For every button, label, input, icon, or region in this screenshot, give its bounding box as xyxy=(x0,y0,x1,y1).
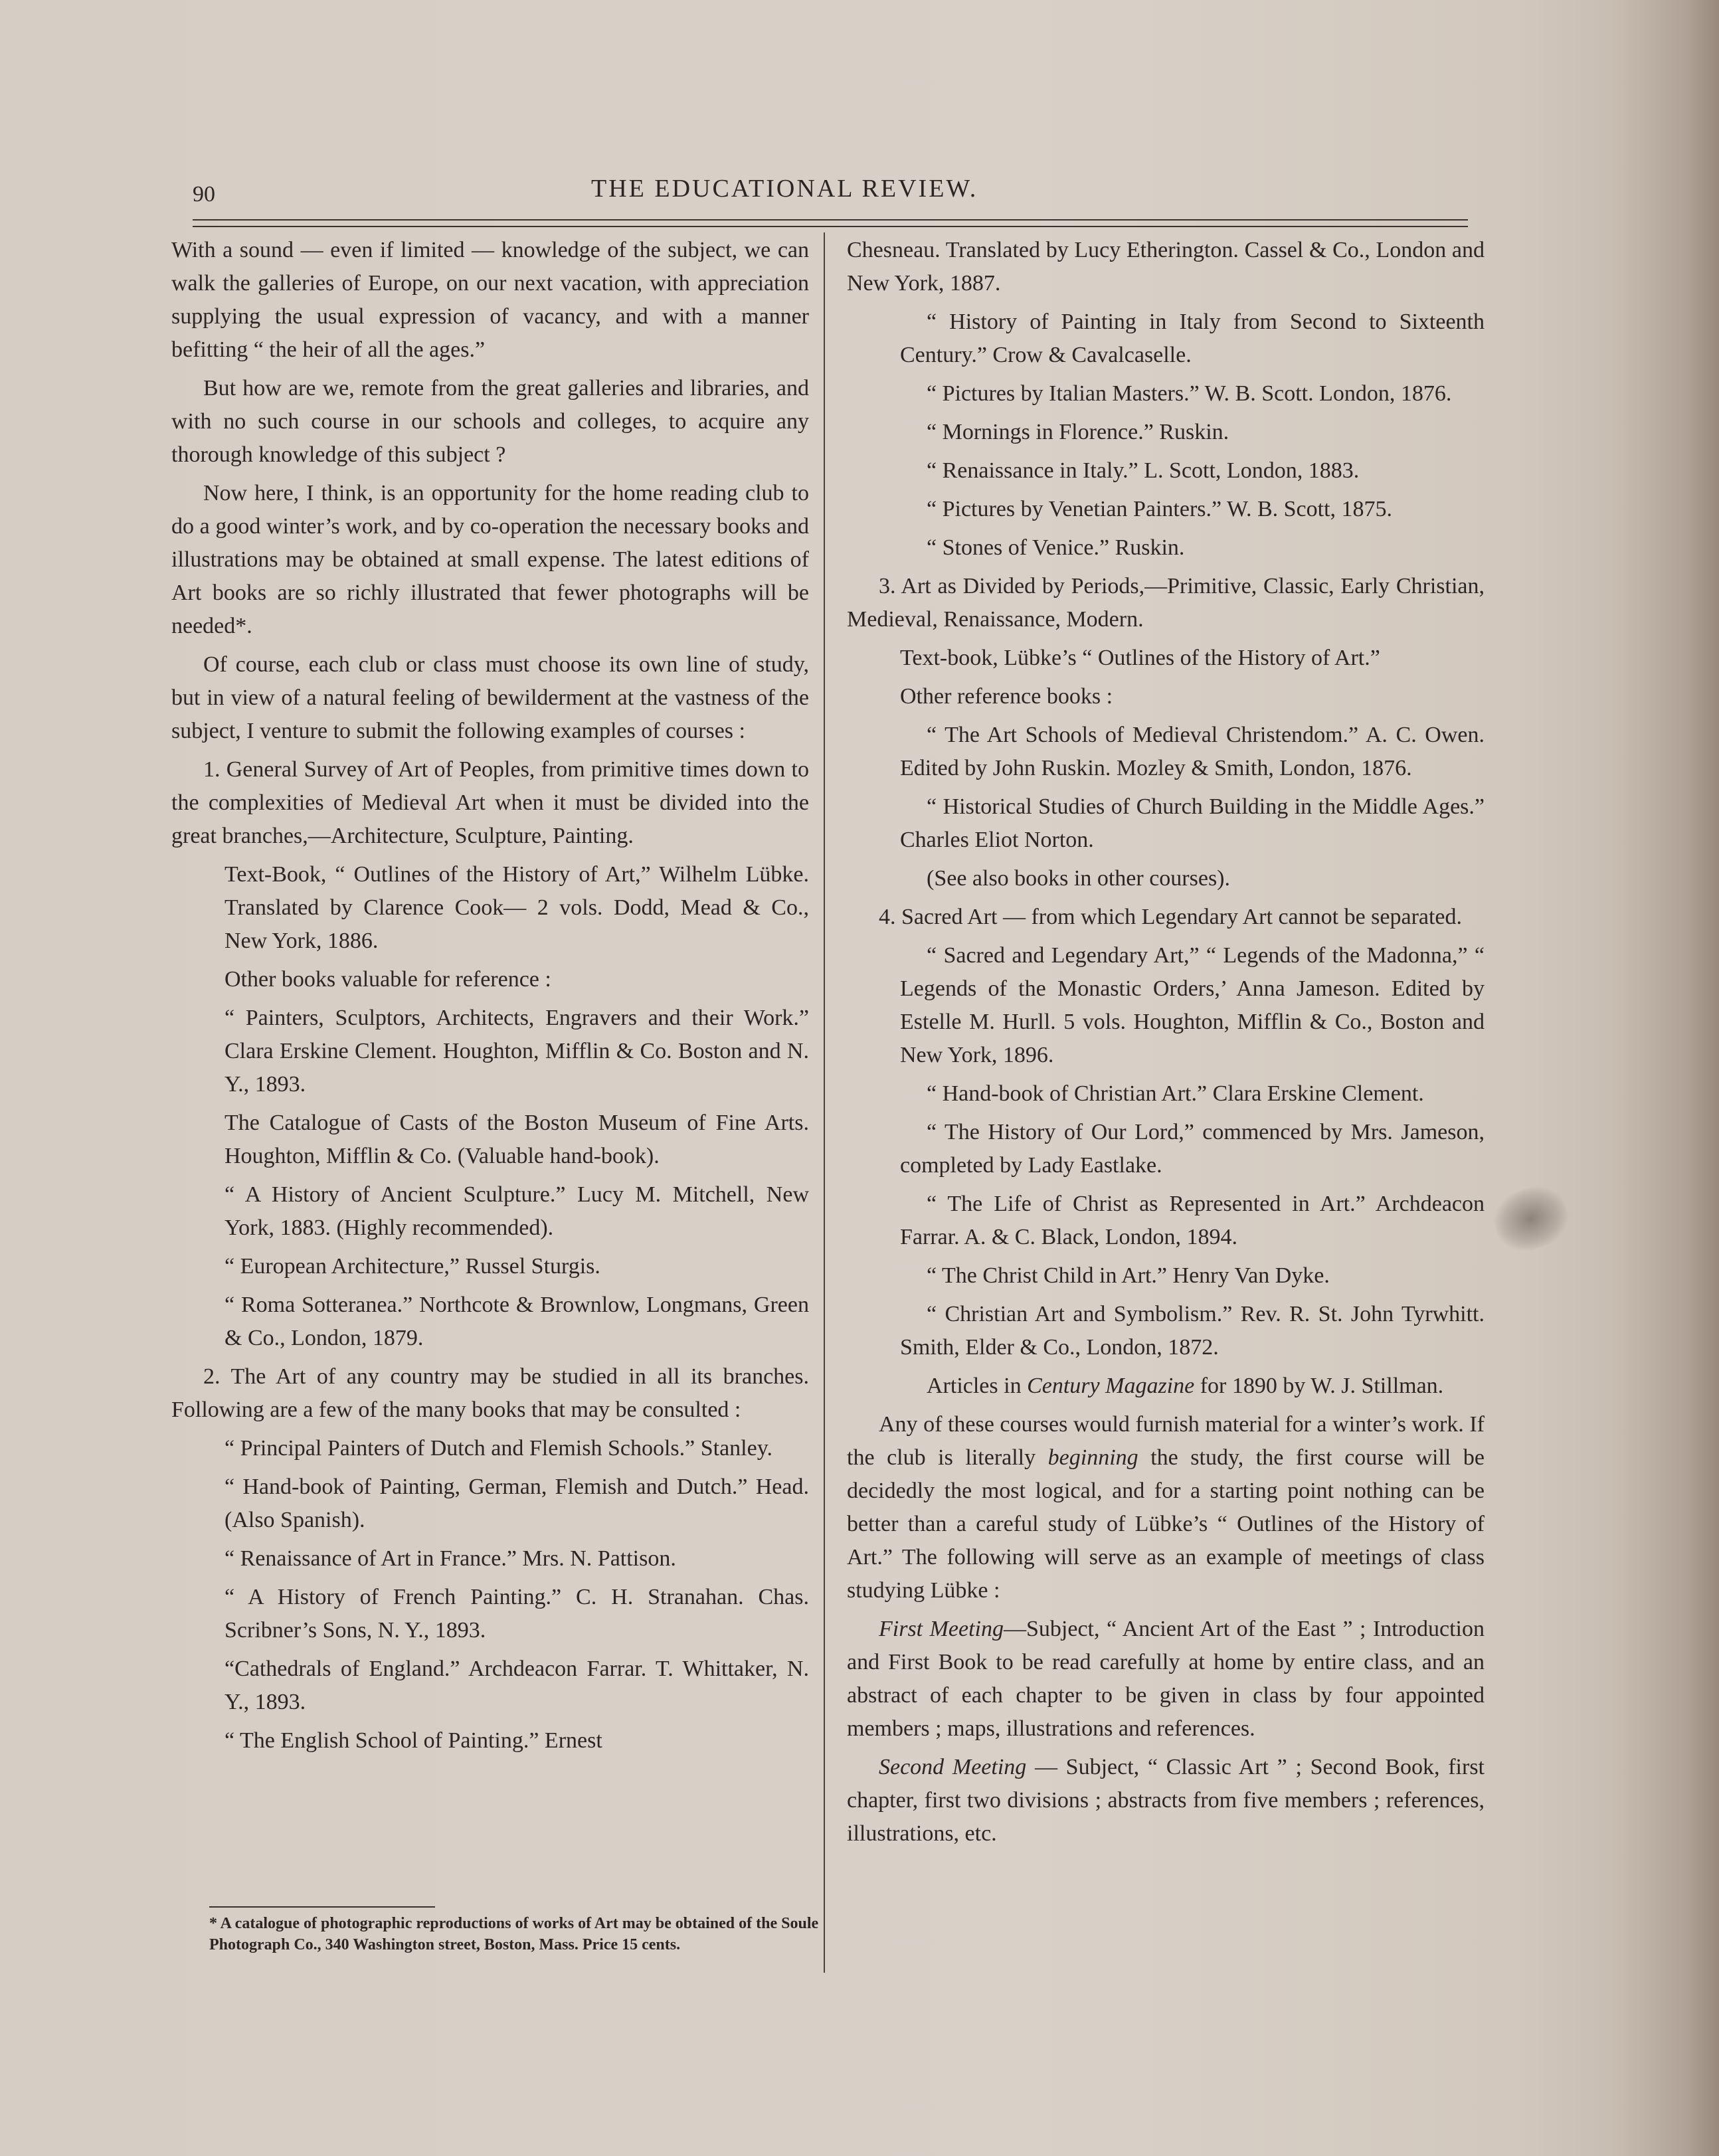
text-run: Articles in xyxy=(927,1374,1028,1398)
reference-entry: “ The Art Schools of Medieval Christendom.” A. C. Owen. Edited by John Ruskin. Mozley & Smith, London, 1876. xyxy=(900,723,1485,780)
paragraph: Of course, each club or class must choose its own line of study, but in view of a natural feeling of bewilderment at the vastness of the subject, I venture to submit the following examples of courses : xyxy=(171,652,809,743)
reference-entry: “ Principal Painters of Dutch and Flemish Schools.” Stanley. xyxy=(225,1436,772,1461)
reference-entry: Other books valuable for reference : xyxy=(225,967,551,992)
page-header xyxy=(193,174,1468,214)
page-number: 90 xyxy=(193,182,215,207)
ink-smudge xyxy=(1487,1178,1576,1259)
reference-entry: “ Pictures by Italian Masters.” W. B. Scott. London, 1876. xyxy=(927,381,1452,406)
reference-entry: “ Hand-book of Painting, German, Flemish and Dutch.” Head. (Also Spanish). xyxy=(225,1475,809,1532)
reference-entry: Text-Book, “ Outlines of the History of Art,” Wilhelm Lübke. Translated by Clarence Cook— 2 vols. Dodd, Mead & Co., New York, 1886. xyxy=(225,862,809,953)
reference-entry: “ Roma Sotteranea.” Northcote & Brownlow, Longmans, Green & Co., London, 1879. xyxy=(225,1293,809,1350)
reference-entry: “ Mornings in Florence.” Ruskin. xyxy=(927,420,1229,444)
header-rule-bottom xyxy=(193,226,1468,227)
reference-entry xyxy=(900,1370,1485,1403)
course-heading-2: 2. The Art of any country may be studied in all its branches. Following are a few of the many books that may be consulted : xyxy=(171,1364,809,1422)
paragraph: But how are we, remote from the great galleries and libraries, and with no such course in our schools and colleges, to acquire any thorough knowledge of this subject ? xyxy=(171,376,809,467)
paragraph xyxy=(847,1408,1485,1607)
reference-entry: “ The History of Our Lord,” commenced by Mrs. Jameson, completed by Lady Eastlake. xyxy=(900,1120,1485,1178)
magazine-title: Century Magazine xyxy=(1027,1374,1195,1398)
reference-entry: “ The Christ Child in Art.” Henry Van Dyke. xyxy=(927,1263,1330,1288)
reference-entry: “ Historical Studies of Church Building in the Middle Ages.” Charles Eliot Norton. xyxy=(900,794,1485,852)
right-column xyxy=(847,234,1485,1856)
course-heading-1: 1. General Survey of Art of Peoples, from primitive times down to the complexities of Medieval Art when it must be divided into the great branches,—Architecture, Sculpture, Painting. xyxy=(171,757,809,848)
text-run: —Subject, “ Ancient Art of the East ” ; Introduction and First Book to be read carefully at home by entire class, and an abstract of each chapter to be given in class by four appointed members ; maps, illustrations and references. xyxy=(847,1617,1485,1741)
reference-entry: “ A History of Ancient Sculpture.” Lucy M. Mitchell, New York, 1883. (Highly recommended). xyxy=(225,1182,809,1240)
reference-entry: Other reference books : xyxy=(900,684,1113,709)
meeting-label: First Meeting xyxy=(879,1617,1004,1641)
paragraph: With a sound — even if limited — knowledge of the subject, we can walk the galleries of Europe, on our next vacation, with appreciation supplying the usual expression of vacancy, and with a manner befitting “ the heir of all the ages.” xyxy=(171,238,809,362)
meeting-paragraph xyxy=(847,1751,1485,1850)
paragraph: Now here, I think, is an opportunity for the home reading club to do a good winter’s work, and by co-operation the necessary books and illustrations may be obtained at small expense. The latest editions of Art books are so richly illustrated that fewer photographs will be needed*. xyxy=(171,481,809,638)
reference-entry: “ European Architecture,” Russel Sturgis. xyxy=(225,1254,600,1279)
reference-entry: “ Renaissance in Italy.” L. Scott, London, 1883. xyxy=(927,458,1360,483)
running-title: THE EDUCATIONAL REVIEW. xyxy=(591,175,978,203)
reference-entry: “Cathedrals of England.” Archdeacon Farrar. T. Whittaker, N. Y., 1893. xyxy=(225,1657,809,1714)
column-divider xyxy=(824,232,825,1973)
reference-entry: Chesneau. Translated by Lucy Etherington. Cassel & Co., London and New York, 1887. xyxy=(847,238,1485,296)
reference-entry: “ Hand-book of Christian Art.” Clara Erskine Clement. xyxy=(927,1081,1424,1106)
meeting-label: Second Meeting xyxy=(879,1755,1027,1779)
course-heading-3: 3. Art as Divided by Periods,—Primitive, Classic, Early Christian, Medieval, Renaissance, Modern. xyxy=(847,574,1485,632)
reference-entry: The Catalogue of Casts of the Boston Museum of Fine Arts. Houghton, Mifflin & Co. (Valuable hand-book). xyxy=(225,1111,809,1168)
page-spine-shadow xyxy=(1613,0,1719,2156)
reference-entry: “ A History of French Painting.” C. H. Stranahan. Chas. Scribner’s Sons, N. Y., 1893. xyxy=(225,1585,809,1643)
reference-entry: “ Renaissance of Art in France.” Mrs. N. Pattison. xyxy=(225,1546,676,1571)
reference-entry: “ Painters, Sculptors, Architects, Engravers and their Work.” Clara Erskine Clement. Houghton, Mifflin & Co. Boston and N. Y., 1893. xyxy=(225,1006,809,1097)
reference-entry: “ Pictures by Venetian Painters.” W. B. Scott, 1875. xyxy=(927,497,1393,521)
text-run: the study, the first course will be decidedly the most logical, and for a starting point nothing can be better than a careful study of Lübke’s “ Outlines of the History of Art.” The following will serve as an example of meetings of class studying Lübke : xyxy=(847,1445,1485,1603)
reference-entry: (See also books in other courses). xyxy=(927,866,1231,891)
meeting-paragraph xyxy=(847,1613,1485,1746)
reference-entry: “ Stones of Venice.” Ruskin. xyxy=(927,535,1185,560)
reference-entry: “ Christian Art and Symbolism.” Rev. R. St. John Tyrwhitt. Smith, Elder & Co., London, 1872. xyxy=(900,1302,1485,1360)
left-column xyxy=(171,234,809,1763)
emphasis: beginning xyxy=(1047,1445,1138,1470)
reference-entry: “ The English School of Painting.” Ernest xyxy=(225,1728,602,1753)
reference-entry: “ The Life of Christ as Represented in Art.” Archdeacon Farrar. A. & C. Black, London, 1894. xyxy=(900,1192,1485,1249)
footnote-rule xyxy=(209,1906,435,1908)
text-run: for 1890 by W. J. Stillman. xyxy=(1194,1374,1444,1398)
text-run: Any of these courses would furnish material for a winter’s work. If the club is literally xyxy=(847,1412,1485,1470)
reference-entry: “ History of Painting in Italy from Second to Sixteenth Century.” Crow & Cavalcaselle. xyxy=(900,310,1485,367)
reference-entry: Text-book, Lübke’s “ Outlines of the History of Art.” xyxy=(900,646,1380,670)
reference-entry: “ Sacred and Legendary Art,” “ Legends of the Madonna,” “ Legends of the Monastic Orders,’ Anna Jameson. Edited by Estelle M. Hurll. 5 vols. Houghton, Mifflin & Co., Boston and New York, 1896. xyxy=(900,943,1485,1067)
header-rule-top xyxy=(193,219,1468,221)
footnote: * A catalogue of photographic reproductions of works of Art may be obtained of the Soule Photograph Co., 340 Washington street, Boston, Mass. Price 15 cents. xyxy=(209,1915,819,1953)
text-run: — Subject, “ Classic Art ” ; Second Book, first chapter, first two divisions ; abstracts from five members ; references, illustrations, etc. xyxy=(847,1755,1485,1846)
course-heading-4: 4. Sacred Art — from which Legendary Art cannot be separated. xyxy=(879,905,1463,929)
